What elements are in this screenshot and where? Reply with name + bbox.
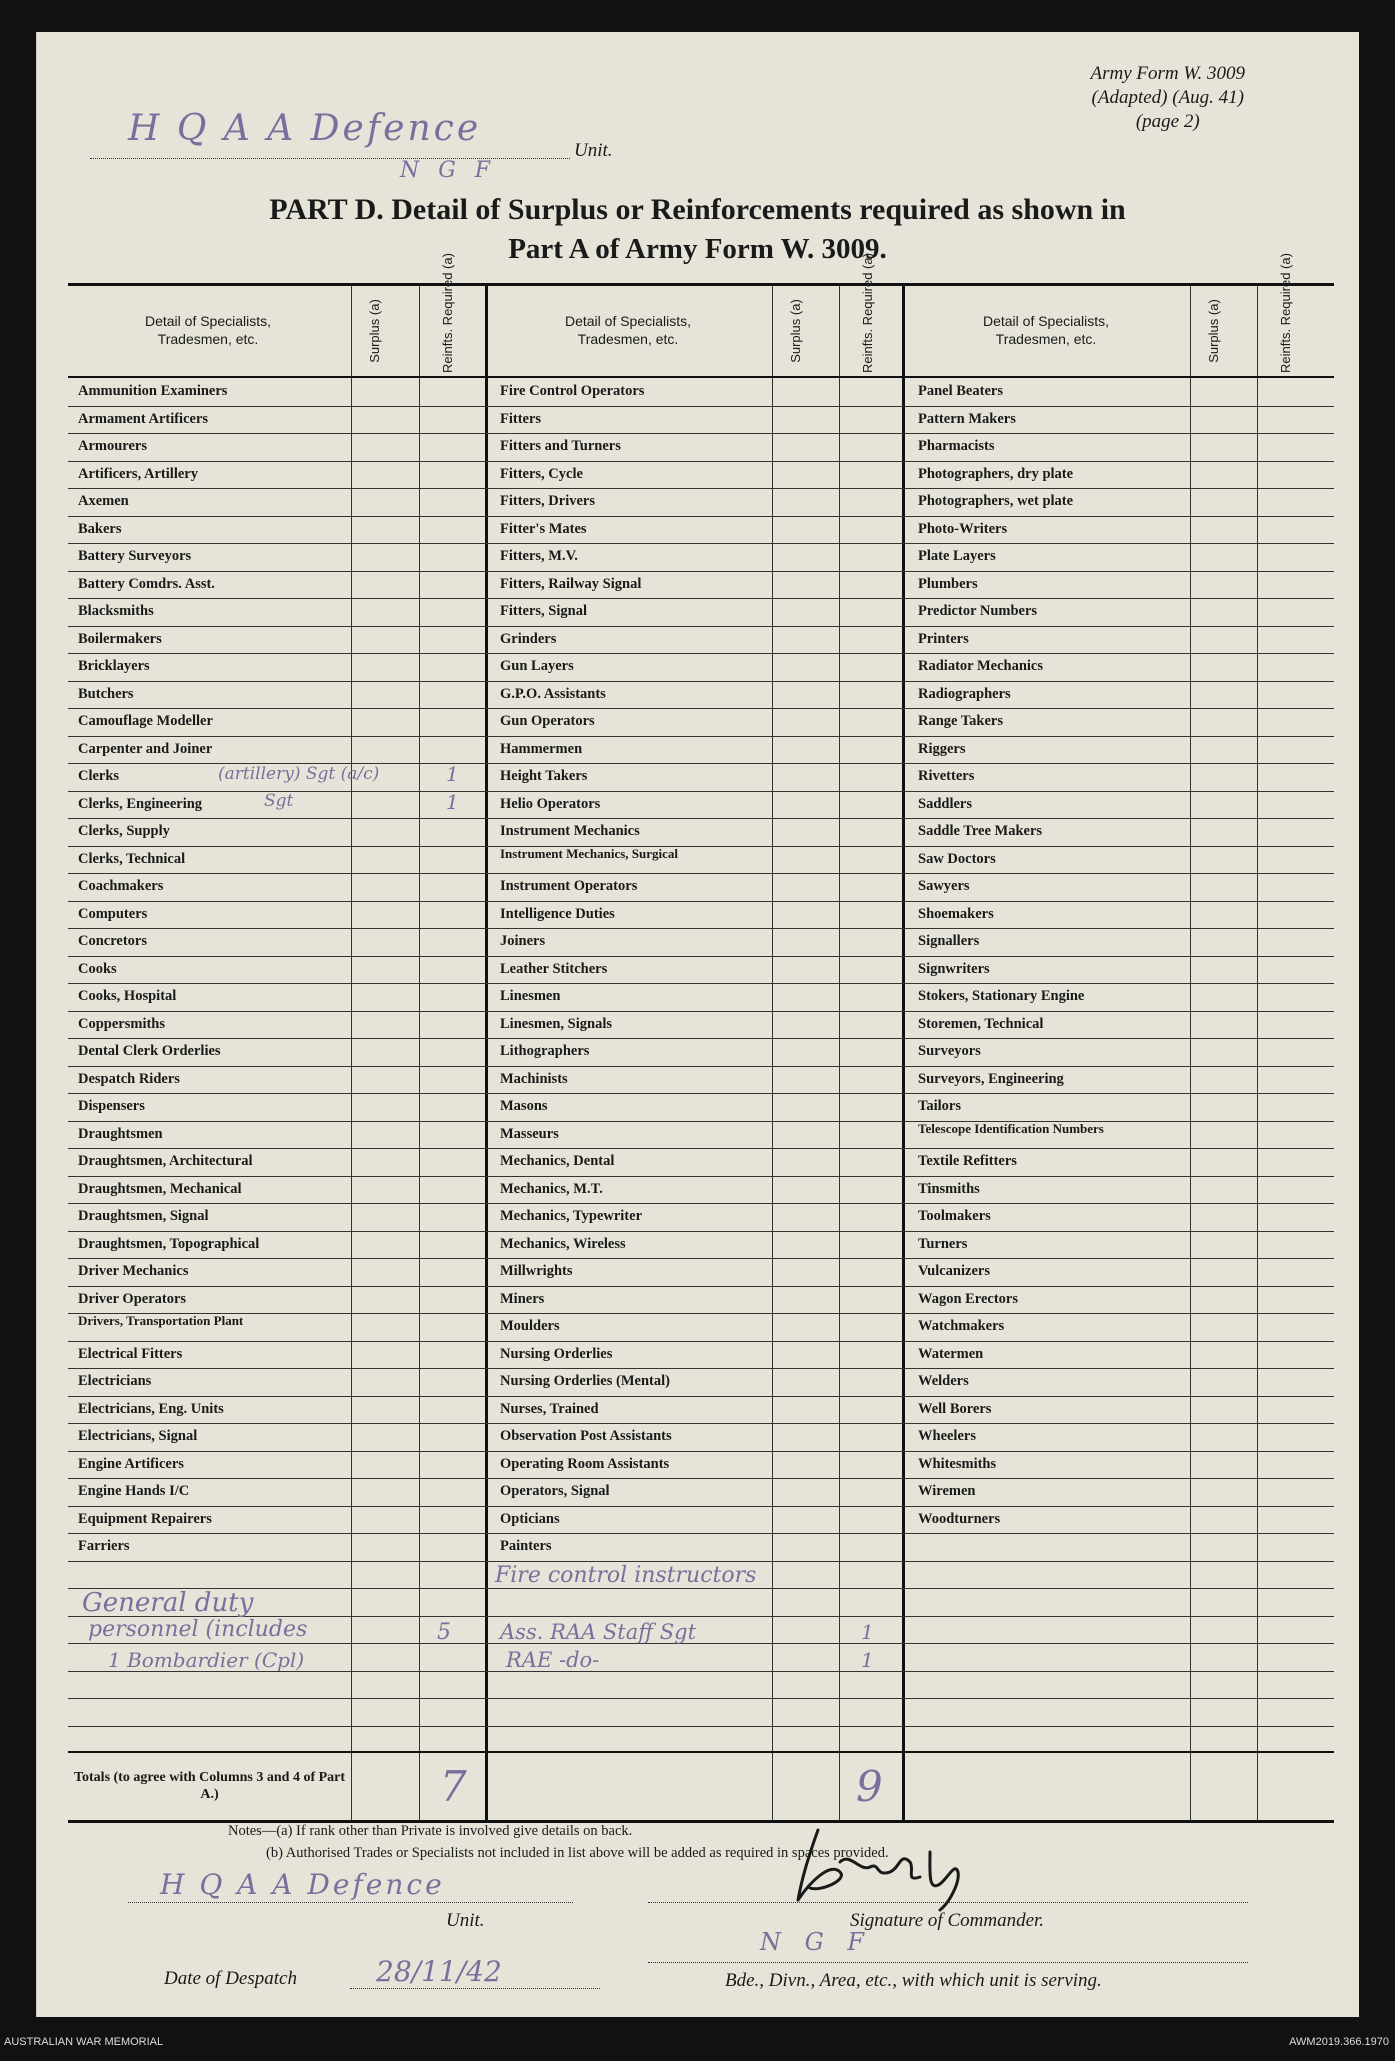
unit-handwritten-bottom: H Q A A Defence: [160, 1868, 445, 1901]
table-row-label: Whitesmiths: [918, 1455, 997, 1472]
table-row-label: Watchmakers: [918, 1318, 1005, 1334]
table-row-label: Pharmacists: [918, 438, 995, 454]
table-row-label: Millwrights: [500, 1263, 573, 1279]
table-row-label: Pattern Makers: [918, 410, 1016, 427]
table-row-label: Draughtsmen, Topographical: [78, 1235, 260, 1252]
table-row-label: Hammermen: [500, 740, 583, 757]
form-ref-line1: Army Form W. 3009: [1090, 63, 1245, 84]
table-row-label: Linesmen: [500, 988, 561, 1004]
table-row-label: Fitter's Mates: [500, 520, 587, 537]
table-row-label: Linesmen, Signals: [500, 1015, 612, 1032]
table-row-label: Butchers: [78, 685, 134, 702]
table-row-label: Drivers, Transportation Plant: [78, 1313, 244, 1328]
table-row-label: Height Takers: [500, 768, 588, 784]
table-row-label: Wiremen: [918, 1483, 976, 1499]
row-line: [68, 1451, 1334, 1452]
unit-handwritten: H Q A A Defence: [128, 108, 482, 149]
table-row-label: Surveyors, Engineering: [918, 1070, 1064, 1087]
header-detail-1: Detail of Specialists, Tradesmen, etc.: [144, 313, 272, 347]
table-row-label: Armament Artificers: [78, 410, 209, 427]
table-row-label: Fire Control Operators: [500, 383, 645, 399]
table-row-label: Fitters, Signal: [500, 603, 587, 619]
table-row-label: Rivetters: [918, 768, 975, 784]
row-line: [68, 1176, 1334, 1177]
table-row-label: Stokers, Stationary Engine: [918, 988, 1085, 1004]
header-reinfts-3: Reinfts. Required (a): [1278, 253, 1293, 373]
date-line: [350, 1988, 600, 1989]
table-row-label: Ammunition Examiners: [78, 383, 228, 399]
table-row-label: Leather Stitchers: [500, 960, 608, 977]
table-row-label: Engine Hands I/C: [78, 1483, 190, 1499]
table-row-label: Predictor Numbers: [918, 603, 1038, 619]
table-row-label: Camouflage Modeller: [78, 713, 213, 729]
area-label: Bde., Divn., Area, etc., with which unit is serving.: [725, 1970, 1102, 1991]
table-row-label: Fitters, Cycle: [500, 465, 583, 482]
table-row-label: Dental Clerk Orderlies: [78, 1043, 221, 1059]
row-line: [68, 1561, 1334, 1562]
table-row-label: Clerks, Supply: [78, 823, 170, 839]
table-row-label: Welders: [918, 1373, 969, 1389]
header-detail-2: Detail of Specialists, Tradesmen, etc.: [564, 313, 692, 347]
row-line: [68, 1698, 1334, 1699]
clerks-eng-note: Sgt: [264, 791, 294, 811]
header-surplus-3: Surplus (a): [1206, 299, 1221, 363]
table-row-label: Nurses, Trained: [500, 1400, 599, 1417]
unit-label-bottom: Unit.: [446, 1910, 485, 1931]
table-row-label: Gun Operators: [500, 713, 595, 729]
table-row-label: Fitters, Drivers: [500, 493, 596, 509]
date-handwritten: 28/11/42: [376, 1955, 502, 1988]
signature-line: [648, 1902, 1248, 1903]
title-line-2: Part A of Army Form W. 3009.: [508, 233, 887, 265]
table-row-label: Carpenter and Joiner: [78, 740, 213, 757]
form-ref-line3: (page 2): [1135, 111, 1200, 132]
footer-left: AUSTRALIAN WAR MEMORIAL: [4, 2036, 164, 2048]
table-row-label: Well Borers: [918, 1400, 992, 1417]
table-row-label: Clerks, Technical: [78, 850, 186, 867]
row-line: [68, 571, 1334, 572]
unit-label: Unit.: [574, 140, 613, 161]
unit-handwritten-2: N G F: [400, 158, 497, 183]
table-row-label: Tinsmiths: [918, 1180, 980, 1197]
table-row-label: Wheelers: [918, 1428, 976, 1444]
table-row-label: Axemen: [78, 493, 129, 509]
row-line: [68, 1478, 1334, 1479]
row-line: [68, 983, 1334, 984]
form-ref-line2: (Adapted) (Aug. 41): [1091, 87, 1244, 108]
table-row-label: Coachmakers: [78, 878, 164, 894]
header-separator: [68, 376, 1334, 378]
table-row-label: Range Takers: [918, 713, 1004, 729]
row-line: [68, 1011, 1334, 1012]
table-row-label: Sawyers: [918, 878, 970, 894]
row-line: [68, 1423, 1334, 1424]
table-row-label: Photo-Writers: [918, 520, 1008, 537]
commander-signature: [780, 1822, 1000, 1912]
table-row-label: Draughtsmen, Mechanical: [78, 1180, 242, 1197]
row-line: [68, 1038, 1334, 1039]
row-line: [68, 1396, 1334, 1397]
row-line: [68, 708, 1334, 709]
general-duty-line-3: 1 Bombardier (Cpl): [108, 1648, 305, 1672]
row-line: [68, 818, 1334, 819]
row-line: [68, 1506, 1334, 1507]
header-surplus-2: Surplus (a): [788, 299, 803, 363]
table-row-label: Cooks, Hospital: [78, 988, 177, 1004]
clerks-note: (artillery) Sgt (a/c): [218, 764, 380, 784]
row-line: [68, 1368, 1334, 1369]
area-handwritten: N G F: [760, 1928, 873, 1956]
unit-line-bottom: [128, 1902, 573, 1903]
title-line-1: PART D. Detail of Surplus or Reinforcements required as shown in: [269, 193, 1126, 226]
row-line: [68, 1258, 1334, 1259]
table-row-label: Lithographers: [500, 1043, 590, 1059]
table-row-label: Storemen, Technical: [918, 1015, 1044, 1032]
table-row-label: Instrument Mechanics: [500, 823, 640, 839]
table-row-label: Grinders: [500, 630, 557, 647]
rae-entry: RAE -do-: [506, 1648, 600, 1672]
table-row-label: Photographers, dry plate: [918, 465, 1074, 482]
table-row-label: Masons: [500, 1098, 548, 1114]
row-line: [68, 461, 1334, 462]
header-detail-3: Detail of Specialists, Tradesmen, etc.: [982, 313, 1110, 347]
header-surplus-1: Surplus (a): [367, 299, 382, 363]
table-row-label: Saddle Tree Makers: [918, 823, 1043, 839]
table-row-label: Miners: [500, 1290, 545, 1307]
row-line: [68, 598, 1334, 599]
table-row-label: Operating Room Assistants: [500, 1455, 670, 1472]
totals-separator: [68, 1751, 1334, 1753]
table-row-label: Gun Layers: [500, 658, 574, 674]
totals-reinfts: 9: [856, 1762, 883, 1811]
table-row-label: Photographers, wet plate: [918, 493, 1074, 509]
unit-line: [90, 158, 570, 159]
note-a: Notes—(a) If rank other than Private is involved give details on back.: [228, 1823, 633, 1839]
table-row-label: Artificers, Artillery: [78, 465, 198, 482]
table-row-label: Turners: [918, 1235, 968, 1252]
table-row-label: Computers: [78, 905, 148, 922]
table-row-label: Driver Operators: [78, 1290, 187, 1307]
footer-right: AWM2019.366.1970: [1289, 2036, 1389, 2048]
table-row-label: Plumbers: [918, 575, 978, 592]
clerks-eng-reinf: 1: [446, 790, 459, 814]
row-line: [68, 736, 1334, 737]
note-b: (b) Authorised Trades or Specialists not included in list above will be added as required in spaces provided.: [266, 1845, 889, 1861]
table-row-label: Saw Doctors: [918, 850, 996, 867]
table-row-label: Panel Beaters: [918, 383, 1003, 399]
table-row-label: Surveyors: [918, 1043, 981, 1059]
table-row-label: Moulders: [500, 1318, 560, 1334]
row-line: [68, 1203, 1334, 1204]
totals-surplus: 7: [440, 1762, 467, 1811]
row-line: [68, 1533, 1334, 1534]
row-line: [68, 1726, 1334, 1727]
table-row-label: Fitters, M.V.: [500, 548, 578, 564]
totals-label: Totals (to agree with Columns 3 and 4 of Part A.): [73, 1770, 346, 1802]
table-row-label: Riggers: [918, 740, 966, 757]
table-row-label: Instrument Operators: [500, 878, 638, 894]
table-row-label: Fitters: [500, 410, 542, 427]
table-row-label: Electricians, Eng. Units: [78, 1400, 224, 1417]
table-row-label: Concretors: [78, 933, 147, 949]
table-row-label: Signwriters: [918, 960, 990, 977]
signature-label: Signature of Commander.: [850, 1910, 1045, 1931]
table-row-label: Masseurs: [500, 1125, 559, 1142]
table-row-label: Draughtsmen, Signal: [78, 1208, 209, 1224]
row-line: [68, 406, 1334, 407]
row-line: [68, 543, 1334, 544]
table-row-label: Bricklayers: [78, 658, 150, 674]
table-row-label: Mechanics, Dental: [500, 1153, 615, 1169]
row-line: [68, 791, 1334, 792]
row-line: [68, 516, 1334, 517]
table-row-label: Mechanics, M.T.: [500, 1180, 603, 1197]
area-line: [648, 1962, 1248, 1963]
row-line: [68, 956, 1334, 957]
table-row-label: Mechanics, Wireless: [500, 1235, 626, 1252]
table-row-label: Watermen: [918, 1345, 984, 1362]
table-row-label: Saddlers: [918, 795, 972, 812]
row-line: [68, 488, 1334, 489]
row-line: [68, 1093, 1334, 1094]
table-row-label: Intelligence Duties: [500, 905, 615, 922]
table-row-label: Woodturners: [918, 1510, 1001, 1527]
aa-staff-sgt: Ass. RAA Staff Sgt: [500, 1620, 697, 1644]
date-label: Date of Despatch: [164, 1968, 297, 1989]
table-row-label: Helio Operators: [500, 795, 601, 812]
table-row-label: Radiographers: [918, 685, 1011, 702]
row-line: [68, 928, 1334, 929]
table-row-label: Blacksmiths: [78, 603, 154, 619]
table-row-label: Dispensers: [78, 1098, 145, 1114]
table-row-label: Signallers: [918, 933, 980, 949]
rae-reinf: 1: [861, 1648, 874, 1672]
table-row-label: Boilermakers: [78, 630, 162, 647]
table-row-label: Nursing Orderlies: [500, 1345, 613, 1362]
table-row-label: Machinists: [500, 1070, 568, 1087]
table-row-label: Opticians: [500, 1510, 560, 1527]
general-duty-surplus: 5: [437, 1620, 451, 1645]
row-line: [68, 653, 1334, 654]
header-reinfts-1: Reinfts. Required (a): [440, 253, 455, 373]
table-row-label: Operators, Signal: [500, 1483, 610, 1499]
table-row-label: Fitters and Turners: [500, 438, 621, 454]
table-row-label: Nursing Orderlies (Mental): [500, 1373, 670, 1389]
table-row-label: Joiners: [500, 933, 546, 949]
row-line: [68, 1286, 1334, 1287]
table-row-label: Battery Comdrs. Asst.: [78, 575, 215, 592]
table-row-label: Armourers: [78, 438, 147, 454]
table-row-label: Vulcanizers: [918, 1263, 990, 1279]
table-row-label: Textile Refitters: [918, 1153, 1017, 1169]
table-row-label: Radiator Mechanics: [918, 658, 1043, 674]
table-row-label: Observation Post Assistants: [500, 1428, 672, 1444]
table-row-label: Tailors: [918, 1098, 961, 1114]
table-row-label: Electricians: [78, 1373, 152, 1389]
row-line: [68, 626, 1334, 627]
table-row-label: Telescope Identification Numbers: [918, 1120, 1104, 1136]
row-line: [68, 1588, 1334, 1589]
table-row-label: Toolmakers: [918, 1208, 991, 1224]
aa-staff-reinf: 1: [861, 1620, 874, 1644]
header-reinfts-2: Reinfts. Required (a): [860, 253, 875, 373]
row-line: [68, 901, 1334, 902]
table-row-label: Clerks, Engineering: [78, 795, 203, 812]
row-line: [68, 1643, 1334, 1644]
table-row-label: Fitters, Railway Signal: [500, 575, 642, 592]
table-row-label: Draughtsmen: [78, 1125, 163, 1142]
table-row-label: Equipment Repairers: [78, 1510, 212, 1527]
row-line: [68, 1066, 1334, 1067]
table-row-label: Cooks: [78, 960, 117, 977]
table-row-label: Printers: [918, 630, 969, 647]
table-row-label: Painters: [500, 1538, 552, 1554]
row-line: [68, 681, 1334, 682]
form-reference: [1091, 62, 1245, 134]
general-duty-line-2: personnel (includes: [88, 1617, 308, 1642]
table-row-label: Engine Artificers: [78, 1455, 184, 1472]
table-row-label: Wagon Erectors: [918, 1290, 1019, 1307]
table-row-label: Coppersmiths: [78, 1015, 166, 1032]
table-row-label: Shoemakers: [918, 905, 994, 922]
table-row-label: Clerks: [78, 768, 120, 784]
clerks-reinf: 1: [446, 762, 459, 786]
fire-control-instructors: Fire control instructors: [495, 1563, 757, 1588]
table-row-label: Mechanics, Typewriter: [500, 1208, 643, 1224]
table-row-label: Electrical Fitters: [78, 1345, 183, 1362]
table-row-label: Bakers: [78, 520, 122, 537]
specialists-table: [68, 253, 1334, 1823]
table-row-label: G.P.O. Assistants: [500, 685, 606, 702]
table-row-label: Farriers: [78, 1538, 130, 1554]
row-line: [68, 433, 1334, 434]
table-row-label: Despatch Riders: [78, 1070, 180, 1087]
general-duty-line-1: General duty: [82, 1588, 254, 1618]
table-row-label: Instrument Mechanics, Surgical: [500, 845, 679, 861]
table-row-label: Driver Mechanics: [78, 1263, 189, 1279]
table-row-label: Electricians, Signal: [78, 1428, 198, 1444]
table-row-label: Draughtsmen, Architectural: [78, 1153, 253, 1169]
table-row-label: Battery Surveyors: [78, 548, 192, 564]
table-row-label: Plate Layers: [918, 548, 996, 564]
